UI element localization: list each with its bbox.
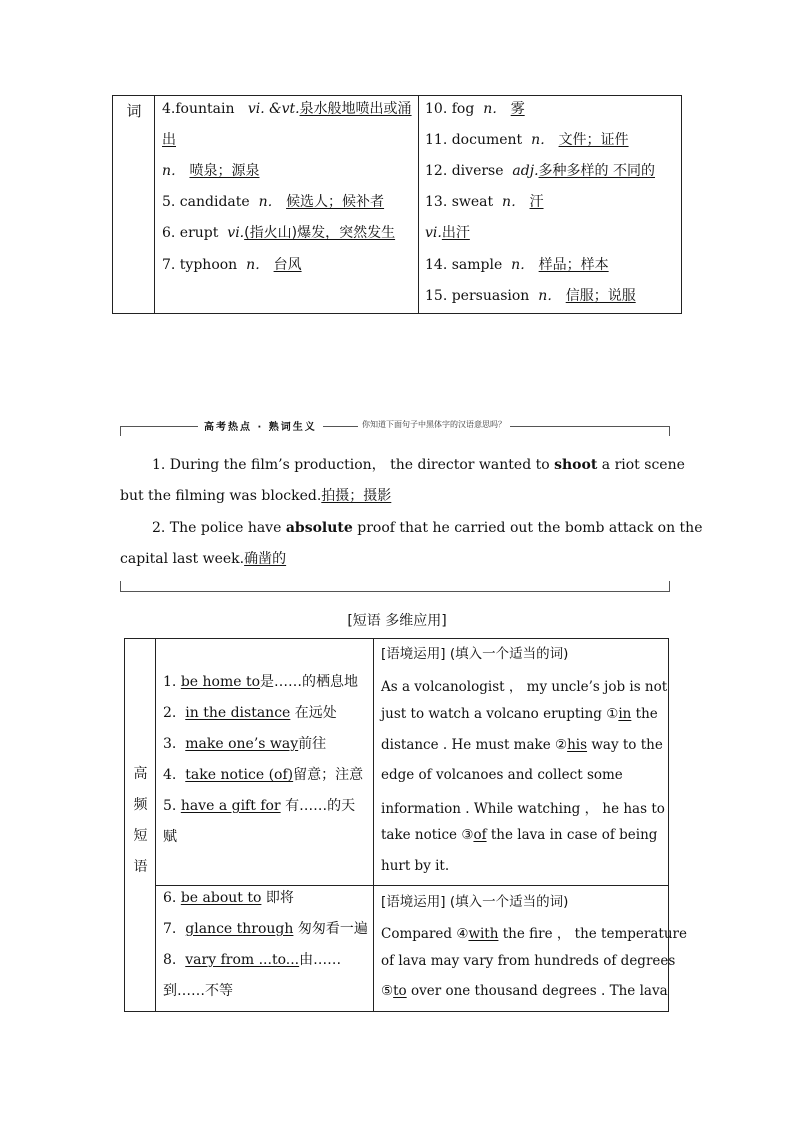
phrase-item: 1. be home to是……的栖息地 xyxy=(163,674,359,690)
box-corner xyxy=(120,426,121,436)
box-corner xyxy=(669,426,670,436)
vocab-item: 15. persuasion n． 信服；说服 xyxy=(425,288,636,304)
phrase-item: 8. vary from ...to...由…… xyxy=(163,952,342,968)
answer: 拍摄；摄影 xyxy=(321,488,392,504)
column-divider xyxy=(373,639,374,1011)
answer: with xyxy=(468,926,499,942)
answer: in xyxy=(618,706,632,722)
context-heading: [语境运用] (填入一个适当的词) xyxy=(381,646,569,662)
answer: 确凿的 xyxy=(244,551,287,567)
vocab-item: 出 xyxy=(162,132,176,148)
context-line: edge of volcanoes and collect some xyxy=(381,767,623,783)
context-line: just to watch a volcano erupting ①in the xyxy=(381,706,658,722)
phrase-item: 6. be about to 即将 xyxy=(163,890,294,906)
phrase-table xyxy=(124,638,687,1012)
context-line: As a volcanologist ， my uncle’s job is not xyxy=(381,679,668,695)
vocab-item: n． 喷泉；源泉 xyxy=(162,163,260,179)
hot-topic-title: 高考热点 · 熟词生义 xyxy=(198,418,323,433)
keyword: absolute xyxy=(285,520,353,536)
answer: of xyxy=(473,827,487,843)
box-corner xyxy=(120,581,121,591)
keyword: shoot xyxy=(554,457,598,473)
vocab-item: 12. diverse adj.多种多样的 不同的 xyxy=(425,163,655,179)
answer: to xyxy=(393,983,407,999)
context-line: information . While watching ， he has to xyxy=(381,801,665,817)
side-label: 高 频 短 语 xyxy=(133,766,148,875)
row-divider xyxy=(155,885,668,886)
box-corner xyxy=(669,581,670,591)
sentence-1-line-1: 1. During the film’s production， the director wanted to shoot a riot scene xyxy=(152,457,685,473)
side-label: 词 xyxy=(126,102,142,120)
vocab-item: 4.fountain vi. &vt.泉水般地喷出或涌 xyxy=(162,101,412,117)
section-heading: [短语 多维应用] xyxy=(347,613,447,629)
vocab-item: 13. sweat n． 汗 xyxy=(425,194,544,210)
sentence-1-line-2: but the filming was blocked.拍摄；摄影 xyxy=(120,488,392,504)
vocab-item: 10. fog n． 雾 xyxy=(425,101,525,117)
vocab-item: 5. candidate n． 候选人；候补者 xyxy=(162,194,385,210)
answer: his xyxy=(567,737,588,753)
phrase-item: 赋 xyxy=(163,829,177,845)
context-line: ⑤to over one thousand degrees . The lava xyxy=(381,983,668,999)
phrase-item: 到……不等 xyxy=(163,983,233,999)
vocabulary-table xyxy=(112,95,682,314)
context-line: distance . He must make ②his way to the xyxy=(381,737,663,753)
sentence-2-line-1: 2. The police have absolute proof that he carried out the bomb attack on the xyxy=(152,520,703,536)
vocab-item: 11. document n． 文件；证件 xyxy=(425,132,629,148)
vocab-item: 7. typhoon n． 台风 xyxy=(162,257,302,273)
sentence-2-line-2: capital last week.确凿的 xyxy=(120,551,287,567)
box-bottom-border xyxy=(120,591,670,592)
context-line: hurt by it. xyxy=(381,858,450,874)
phrase-item: 4. take notice (of)留意；注意 xyxy=(163,767,364,783)
context-line: Compared ④with the fire ， the temperature xyxy=(381,926,687,942)
phrase-item: 5. have a gift for 有……的天 xyxy=(163,798,356,814)
hot-topic-box xyxy=(120,416,703,594)
vocab-item: 6. erupt vi.(指火山)爆发，突然发生 xyxy=(162,225,396,241)
vocab-item: 14. sample n． 样品；样本 xyxy=(425,257,609,273)
column-divider xyxy=(154,96,155,313)
phrase-item: 3. make one’s way前往 xyxy=(163,736,327,752)
context-line: take notice ③of the lava in case of being xyxy=(381,827,658,843)
context-line: of lava may vary from hundreds of degrees xyxy=(381,953,676,969)
vocab-item: vi.出汗 xyxy=(425,225,470,241)
hot-topic-hint: 你知道下面句子中黑体字的汉语意思吗？ xyxy=(358,419,510,430)
context-heading: [语境运用] (填入一个适当的词) xyxy=(381,894,569,910)
phrase-item: 7. glance through 匆匆看一遍 xyxy=(163,921,368,937)
phrase-item: 2. in the distance 在远处 xyxy=(163,705,337,721)
column-divider xyxy=(418,96,419,313)
